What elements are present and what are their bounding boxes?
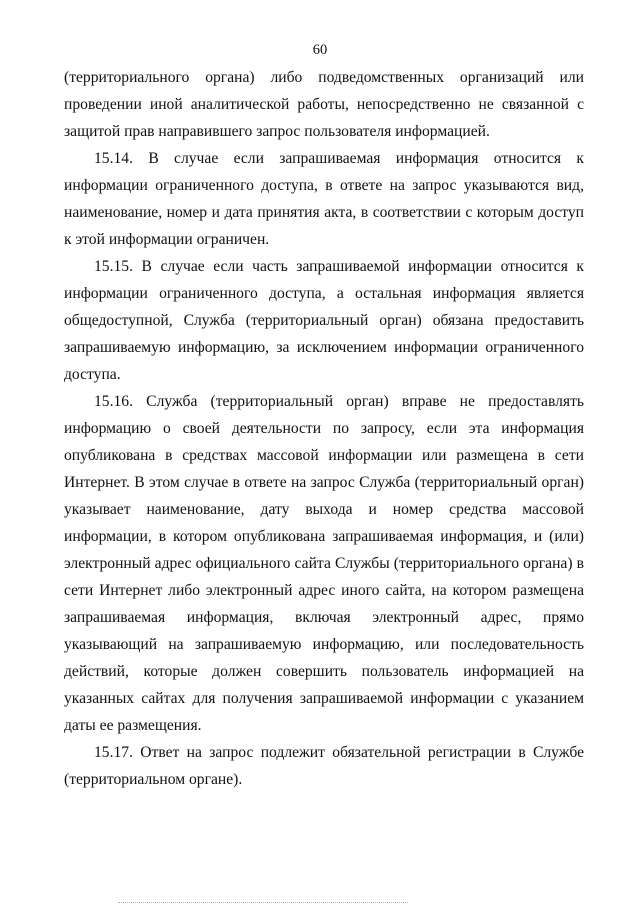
page-number: 60 xyxy=(312,42,328,58)
paragraph-15-15: 15.15. В случае если часть запрашиваемой информации относится к информации ограниченного доступа, а остальная информация является общедоступной, Служба (территориальный орган) обязана предоставить запрашиваемую информацию, за исключением информации ограниченного доступа. xyxy=(64,258,584,383)
paragraph-15-16: 15.16. Служба (территориальный орган) вправе не предоставлять информацию о своей деятельности по запросу, если эта информация опубликована в средствах массовой информации или размещена в сети Интернет. В этом случае в ответе на запрос Служба (территориальный орган) указывает наименование, дату выхода и номер средства массовой информации, в котором опубликована запрашиваемая информация, и (или) электронный адрес официального сайта Службы (территориального органа) в сети Интернет либо электронный адрес иного сайта, на котором размещена запрашиваемая информация, включая электронный адрес, прямо указывающий на запрашиваемую информацию, или последовательность действий, которые должен совершить пользователь информацией на указанных сайтах для получения запрашиваемой информации с указанием даты ее размещения. xyxy=(64,393,584,734)
paragraph-15-17: 15.17. Ответ на запрос подлежит обязательной регистрации в Службе (территориальном органе). xyxy=(64,744,584,788)
paragraph-15-14: 15.14. В случае если запрашиваемая информация относится к информации ограниченного доступа, в ответе на запрос указываются вид, наименование, номер и дата принятия акта, в соответствии с которым доступ к этой информации ограничен. xyxy=(64,150,584,248)
scan-edge-mark xyxy=(118,902,408,903)
document-body xyxy=(64,64,584,793)
paragraph-continuation: (территориального органа) либо подведомственных организаций или проведении иной аналитической работы, непосредственно не связанной с защитой прав направившего запрос пользователя информацией. xyxy=(64,69,584,140)
